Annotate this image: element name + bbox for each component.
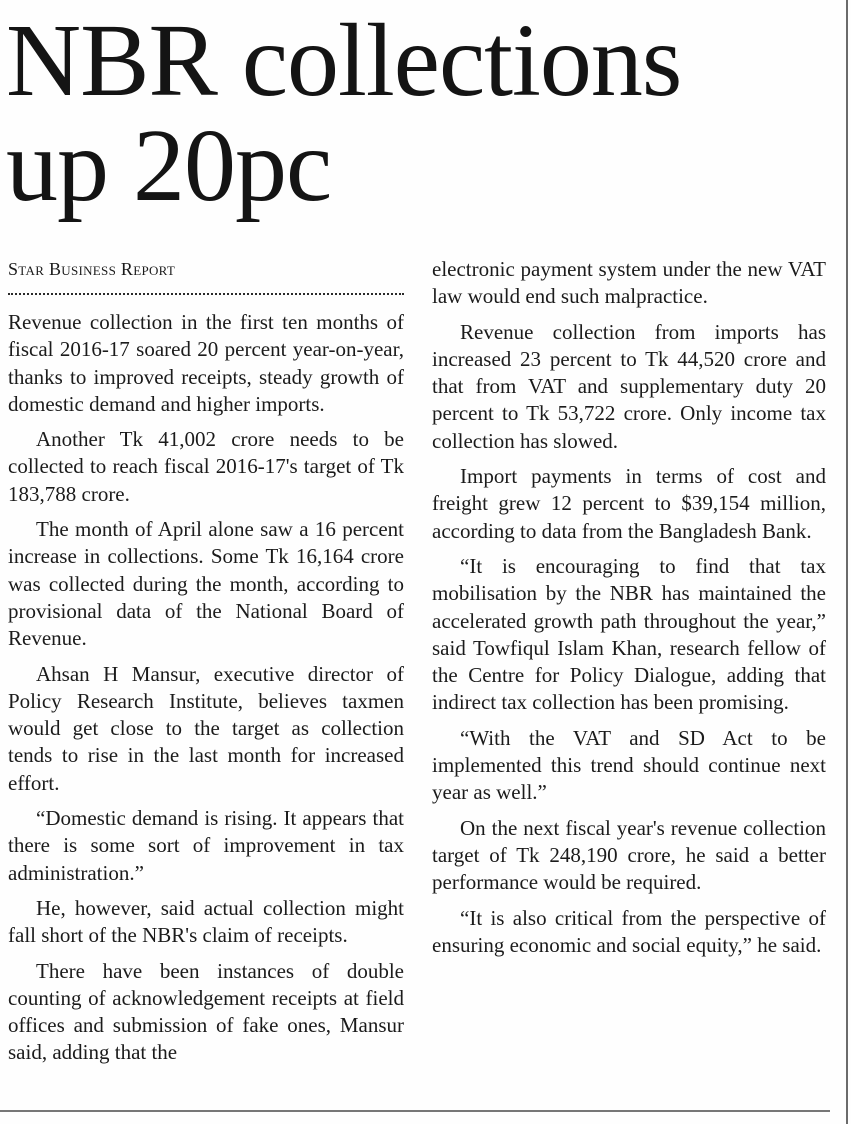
headline	[6, 3, 826, 223]
paragraph: Revenue collection from imports has increased 23 percent to Tk 44,520 crore and that from VAT and supplementary duty 20 percent to Tk 53,722 crore. Only income tax collection has slowed.	[432, 319, 826, 453]
paragraph: “With the VAT and SD Act to be implemented this trend should continue next year as well.”	[432, 725, 826, 805]
paragraph: Another Tk 41,002 crore needs to be collected to reach fiscal 2016-17's target of Tk 183,788 crore.	[8, 427, 404, 506]
paragraph: “It is also critical from the perspective of ensuring economic and social equity,” he said.	[432, 905, 826, 957]
byline: Star Business Report	[8, 259, 176, 279]
paragraph: Revenue collection in the first ten months of fiscal 2016-17 soared 20 percent year-on-year, thanks to improved receipts, steady growth of domestic demand and higher imports.	[8, 310, 404, 416]
bottom-rule	[0, 1110, 830, 1112]
paragraph: The month of April alone saw a 16 percent increase in collections. Some Tk 16,164 crore was collected during the month, according to provisional data of the National Board of Revenue.	[8, 517, 404, 651]
paragraph: There have been instances of double counting of acknowledgement receipts at field offices and submission of fake ones, Mansur said, adding that the	[8, 958, 404, 1065]
paragraph: On the next fiscal year's revenue collection target of Tk 248,190 crore, he said a better performance would be required.	[432, 815, 826, 895]
paragraph: “Domestic demand is rising. It appears that there is some sort of improvement in tax administration.”	[8, 806, 404, 885]
headline-line-2: up 20pc	[6, 108, 332, 223]
byline-divider	[8, 283, 404, 295]
headline-line-1: NBR collections	[6, 3, 682, 118]
column-rule	[846, 0, 848, 1124]
paragraph-continued: electronic payment system under the new VAT law would end such malpractice.	[432, 257, 826, 309]
paragraph: “It is encouraging to find that tax mobilisation by the NBR has maintained the accelerated growth path throughout the year,” said Towfiqul Islam Khan, research fellow of the Centre for Policy Dialogue, adding that indirect tax collection has been promising.	[432, 553, 826, 715]
paragraph: Ahsan H Mansur, executive director of Policy Research Institute, believes taxmen would get close to the target as collection tends to rise in the last month for increased effort.	[8, 661, 404, 795]
paragraph: Import payments in terms of cost and freight grew 12 percent to $39,154 million, according to data from the Bangladesh Bank.	[432, 464, 826, 543]
paragraph: He, however, said actual collection might fall short of the NBR's claim of receipts.	[8, 895, 404, 948]
article-column-right	[432, 256, 826, 967]
article-column-left	[8, 256, 404, 1075]
